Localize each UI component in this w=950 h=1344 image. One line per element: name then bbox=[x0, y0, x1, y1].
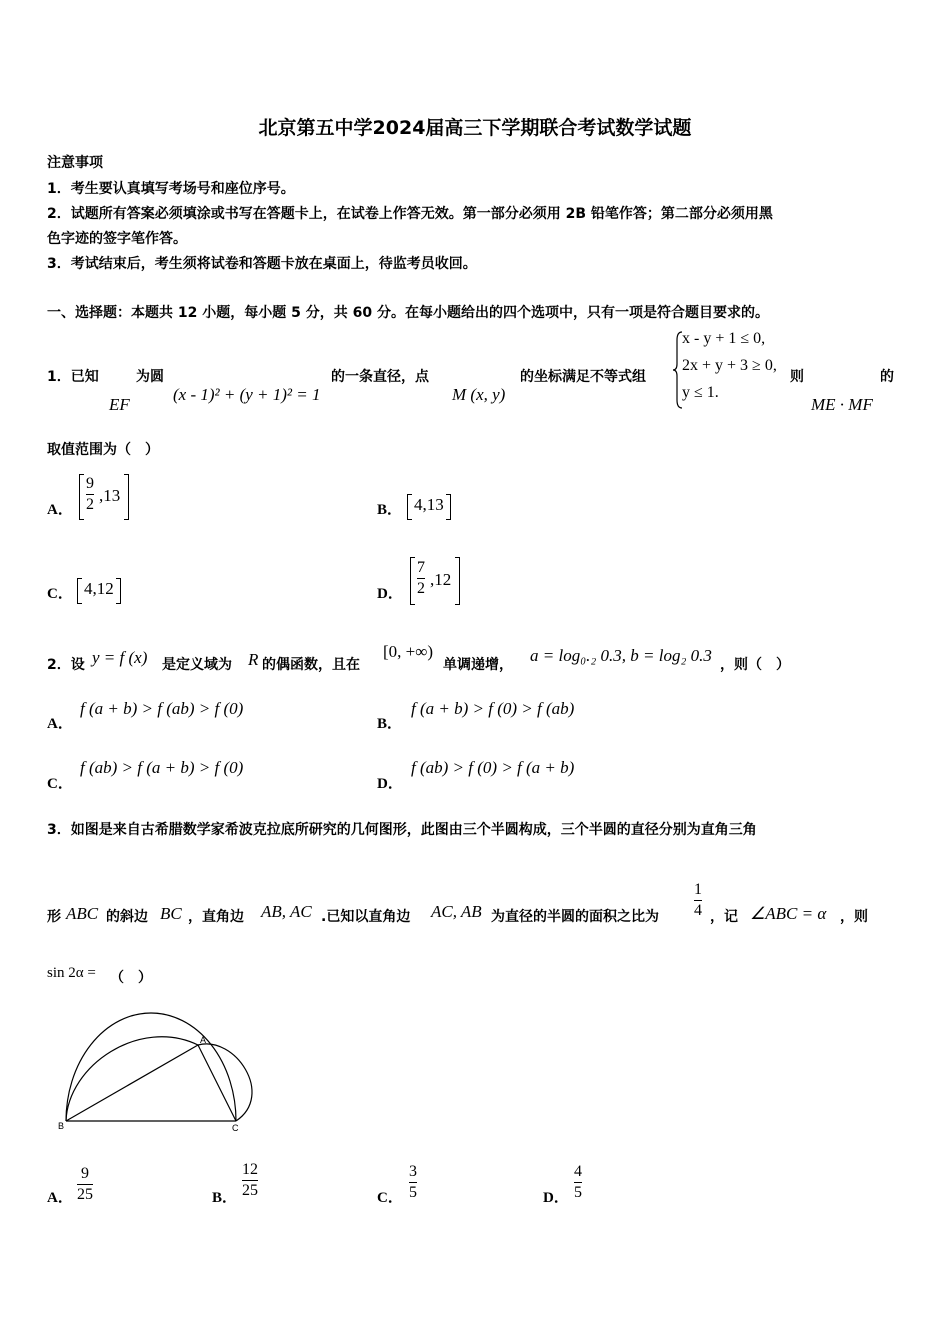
numerator: 4 bbox=[574, 1163, 582, 1180]
numerator: 1 bbox=[694, 881, 702, 898]
hippocrates-figure bbox=[50, 1005, 265, 1135]
q1-option-a-label: A． bbox=[47, 502, 73, 518]
q1-option-b-value: 4,13 bbox=[414, 495, 444, 514]
q1-option-b-label: B． bbox=[377, 502, 403, 518]
right-bracket bbox=[116, 578, 121, 604]
notice-item: 2．试题所有答案必须填涂或书写在答题卡上，在试卷上作答无效。第一部分必须用 2B 铅笔作答；第二部分必须用黑 bbox=[47, 206, 773, 222]
q1-option-a-fraction bbox=[86, 474, 94, 515]
q1-text: 的一条直径，点 bbox=[331, 369, 429, 385]
q3-text: 的斜边 bbox=[106, 909, 148, 925]
q2-option-c-expr: f (ab) > f (a + b) > f (0) bbox=[80, 758, 244, 777]
q2-r: R bbox=[248, 650, 259, 669]
left-bracket bbox=[79, 474, 84, 520]
notice-heading: 注意事项 bbox=[47, 155, 103, 171]
numerator: 7 bbox=[417, 559, 425, 576]
numerator: 9 bbox=[81, 1165, 89, 1182]
notice-item: 1．考生要认真填写考场号和座位序号。 bbox=[47, 181, 295, 197]
q1-ef: EF bbox=[109, 395, 130, 414]
q3-option-a-fraction bbox=[77, 1164, 93, 1205]
denominator: 5 bbox=[409, 1184, 417, 1201]
q1-inequality: x - y + 1 ≤ 0, bbox=[682, 330, 766, 347]
q1-inequality-system bbox=[682, 325, 777, 406]
q1-dot-product: ME · MF bbox=[811, 395, 873, 414]
q2-option-b-label: B． bbox=[377, 716, 403, 732]
q1-text: 则 bbox=[790, 369, 804, 385]
q3-bc: BC bbox=[160, 904, 182, 923]
right-bracket bbox=[446, 494, 451, 520]
q1-text: 取值范围为（ ） bbox=[47, 442, 159, 458]
notice-item: 色字迹的签字笔作答。 bbox=[47, 231, 187, 247]
q3-option-d-label: D． bbox=[543, 1190, 569, 1206]
q3-text: （ ） bbox=[110, 970, 152, 986]
q3-option-a-label: A． bbox=[47, 1190, 73, 1206]
q1-text: 为圆 bbox=[136, 369, 164, 385]
q3-text: ，直角边 bbox=[188, 909, 244, 925]
q1-option-d-label: D． bbox=[377, 586, 403, 602]
left-bracket bbox=[407, 494, 412, 520]
q1-option-a-rest: ,13 bbox=[99, 486, 121, 505]
notice-item: 3．考试结束后，考生须将试卷和答题卡放在桌面上，待监考员收回。 bbox=[47, 256, 477, 272]
right-bracket bbox=[455, 557, 460, 605]
denominator: 5 bbox=[574, 1184, 582, 1201]
q2-option-d-expr: f (ab) > f (0) > f (a + b) bbox=[411, 758, 575, 777]
q3-option-c-fraction bbox=[409, 1162, 417, 1203]
q1-option-d-rest: ,12 bbox=[430, 570, 452, 589]
q3-option-b-label: B． bbox=[212, 1190, 238, 1206]
left-bracket bbox=[77, 578, 82, 604]
q1-option-c-value: 4,12 bbox=[84, 579, 114, 598]
numerator: 9 bbox=[86, 475, 94, 492]
q2-text: 2．设 bbox=[47, 657, 85, 673]
q3-abc: ABC bbox=[66, 904, 99, 923]
q3-option-b-fraction bbox=[242, 1160, 258, 1201]
denominator: 25 bbox=[77, 1186, 93, 1203]
q1-text: 1．已知 bbox=[47, 369, 99, 385]
q3-text: 为直径的半圆的面积之比为 bbox=[491, 909, 659, 925]
q2-text: 的偶函数，且在 bbox=[262, 657, 360, 673]
q3-text: 3．如图是来自古希腊数学家希波克拉底所研究的几何图形，此图由三个半圆构成，三个半圆的直径分别为直角三角 bbox=[47, 822, 757, 838]
denominator: 2 bbox=[417, 580, 425, 597]
point-label-b: B bbox=[58, 1121, 65, 1131]
left-bracket bbox=[410, 557, 415, 605]
denominator: 2 bbox=[86, 496, 94, 513]
q2-text: 是定义域为 bbox=[162, 657, 232, 673]
q2-text: 单调递增， bbox=[443, 657, 513, 673]
q2-interval: [0, +∞) bbox=[383, 642, 434, 661]
q3-option-d-fraction bbox=[574, 1162, 582, 1203]
q1-point: M (x, y) bbox=[452, 385, 506, 404]
q1-text: 的坐标满足不等式组 bbox=[520, 369, 646, 385]
denominator: 4 bbox=[694, 902, 702, 919]
q1-text: 的 bbox=[880, 369, 894, 385]
q3-angle: ∠ABC = α bbox=[750, 904, 827, 923]
semicircle-ac bbox=[198, 1044, 252, 1121]
q1-inequality: y ≤ 1. bbox=[682, 384, 719, 401]
semicircle-ab bbox=[66, 1037, 198, 1121]
q3-text: .已知以直角边 bbox=[321, 909, 411, 925]
q1-inequality: 2x + y + 3 ≥ 0, bbox=[682, 357, 777, 374]
q1-option-c-label: C． bbox=[47, 586, 73, 602]
point-label-c: C bbox=[232, 1123, 239, 1133]
q3-text: 形 bbox=[47, 909, 61, 925]
segment-ab bbox=[66, 1045, 198, 1121]
page-title: 北京第五中学2024届高三下学期联合考试数学试题 bbox=[258, 117, 692, 139]
denominator: 25 bbox=[242, 1182, 258, 1199]
q2-option-a-label: A． bbox=[47, 716, 73, 732]
q3-option-c-label: C． bbox=[377, 1190, 403, 1206]
right-bracket bbox=[124, 474, 129, 520]
q1-option-d-fraction bbox=[417, 558, 425, 599]
q2-option-b-expr: f (a + b) > f (0) > f (ab) bbox=[411, 699, 575, 718]
section-heading: 一、选择题：本题共 12 小题，每小题 5 分，共 60 分。在每小题给出的四个选项中，只有一项是符合题目要求的。 bbox=[47, 305, 769, 321]
numerator: 3 bbox=[409, 1163, 417, 1180]
q1-circle-equation: (x - 1)² + (y + 1)² = 1 bbox=[173, 385, 321, 404]
q3-ratio-fraction bbox=[694, 880, 702, 921]
q2-option-c-label: C． bbox=[47, 776, 73, 792]
q2-text: ，则（ ） bbox=[720, 657, 790, 673]
q3-text: ，则 bbox=[840, 909, 868, 925]
q2-option-d-label: D． bbox=[377, 776, 403, 792]
q3-abac: AB, AC bbox=[261, 902, 312, 921]
q3-sin-expr: sin 2α = bbox=[47, 965, 96, 981]
q3-acab: AC, AB bbox=[431, 902, 482, 921]
q2-function: y = f (x) bbox=[92, 648, 148, 667]
q2-option-a-expr: f (a + b) > f (ab) > f (0) bbox=[80, 699, 244, 718]
q2-ab-definition: a = log₀.₂ 0.3, b = log₂ 0.3 bbox=[530, 646, 712, 665]
q3-text: ，记 bbox=[710, 909, 738, 925]
point-label-a: A bbox=[200, 1035, 207, 1045]
numerator: 12 bbox=[242, 1161, 258, 1178]
